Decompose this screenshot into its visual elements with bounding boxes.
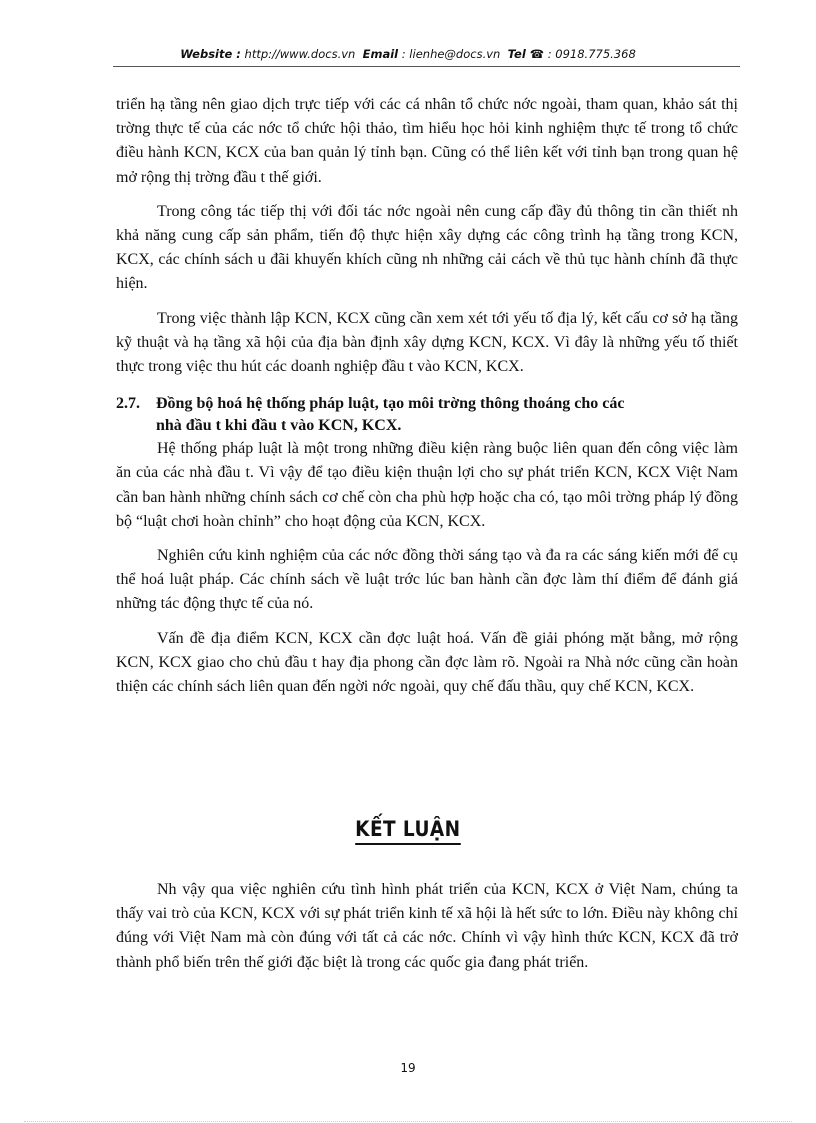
paragraph-4: Hệ thống pháp luật là một trong những điều kiện ràng buộc liên quan đến công việc làm ăn của các nhà đầu t. Vì vậy để tạo điều kiện thuận lợi cho sự phát triển KCN, KCX Việt Nam cần ban hành những chính sách cơ chế còn cha phù hợp hoặc cha có, tạo môi trờng pháp lý đồng bộ “luật chơi hoàn chỉnh” cho hoạt động của KCN, KCX. [116, 440, 738, 530]
footer-divider [24, 1121, 792, 1122]
paragraph-3: Trong việc thành lập KCN, KCX cũng cần xem xét tới yếu tố địa lý, kết cấu cơ sở hạ tầng kỹ thuật và hạ tầng xã hội của địa bàn định xây dựng KCN, KCX. Vì đây là những yếu tố thiết thực trong việc thu hút các doanh nghiệp đầu t vào KCN, KCX. [116, 309, 738, 376]
paragraph-2: Trong công tác tiếp thị với đối tác nớc ngoài nên cung cấp đầy đủ thông tin cần thiết nh khả năng cung cấp sản phẩm, tiến độ thực hiện xây dựng các công trình hạ tầng trong KCN, KCX, các chính sách u đãi khuyến khích cũng nh những cải cách về thủ tục hành chính đã thực hiện. [116, 202, 738, 293]
conclusion-heading [0, 817, 816, 845]
body-text [116, 93, 738, 709]
page-number: 19 [400, 1061, 416, 1075]
section-title-line-2: nhà đầu t khi đầu t vào KCN, KCX. [156, 417, 402, 435]
section-title-line-1: Đồng bộ hoá hệ thống pháp luật, tạo môi trờng thông thoáng cho các [156, 395, 625, 413]
website-label: Website : [180, 47, 241, 61]
email-address: : lienhe@docs.vn [401, 47, 501, 61]
conclusion-paragraph: Nh vậy qua việc nghiên cứu tình hình phát triển của KCN, KCX ở Việt Nam, chúng ta thấy vai trò của KCN, KCX với sự phát triển kinh tế xã hội là hết sức to lớn. Điều này không chỉ đúng với Việt Nam mà còn đúng với tất cả các nớc. Chính vì vậy hình thức KCN, KCX đã trở thành phổ biến trên thế giới đặc biệt là trong các quốc gia đang phát triển. [116, 881, 738, 971]
paragraph-6: Vấn đề địa điểm KCN, KCX cần đợc luật hoá. Vấn đề giải phóng mặt bằng, mở rộng KCN, KCX giao cho chủ đầu t hay địa phong cần đợc làm rõ. Ngoài ra Nhà nớc cũng cần hoàn thiện các chính sách liên quan đến ngời nớc ngoài, quy chế đấu thầu, quy chế KCN, KCX. [116, 629, 738, 696]
section-heading [116, 393, 738, 437]
paragraph-5: Nghiên cứu kinh nghiệm của các nớc đồng thời sáng tạo và đa ra các sáng kiến mới để cụ thể hoá luật pháp. Các chính sách về luật trớc lúc ban hành cần đợc làm thí điểm để đánh giá những tác động thực tế của nó. [116, 547, 738, 613]
conclusion-title: KẾT LUẬN [355, 817, 460, 845]
section-number: 2.7. [116, 395, 140, 413]
header-divider [113, 66, 740, 67]
phone-label: Tel ☎ [507, 47, 545, 61]
phone-number: : 0918.775.368 [547, 47, 636, 61]
page-header [0, 47, 816, 61]
website-url: http://www.docs.vn [244, 47, 356, 61]
email-label: Email [362, 47, 399, 61]
paragraph-1: triển hạ tầng nên giao dịch trực tiếp với các cá nhân tổ chức nớc ngoài, tham quan, khảo sát thị trờng thực tế của các nớc tổ chức hội thảo, tìm hiểu học hỏi kinh nghiệm thực tế trong tổ chức điều hành KCN, KCX của ban quản lý tỉnh bạn. Cũng có thể liên kết với tỉnh bạn trong quan hệ mở rộng thị trờng đầu t thế giới. [116, 96, 738, 186]
